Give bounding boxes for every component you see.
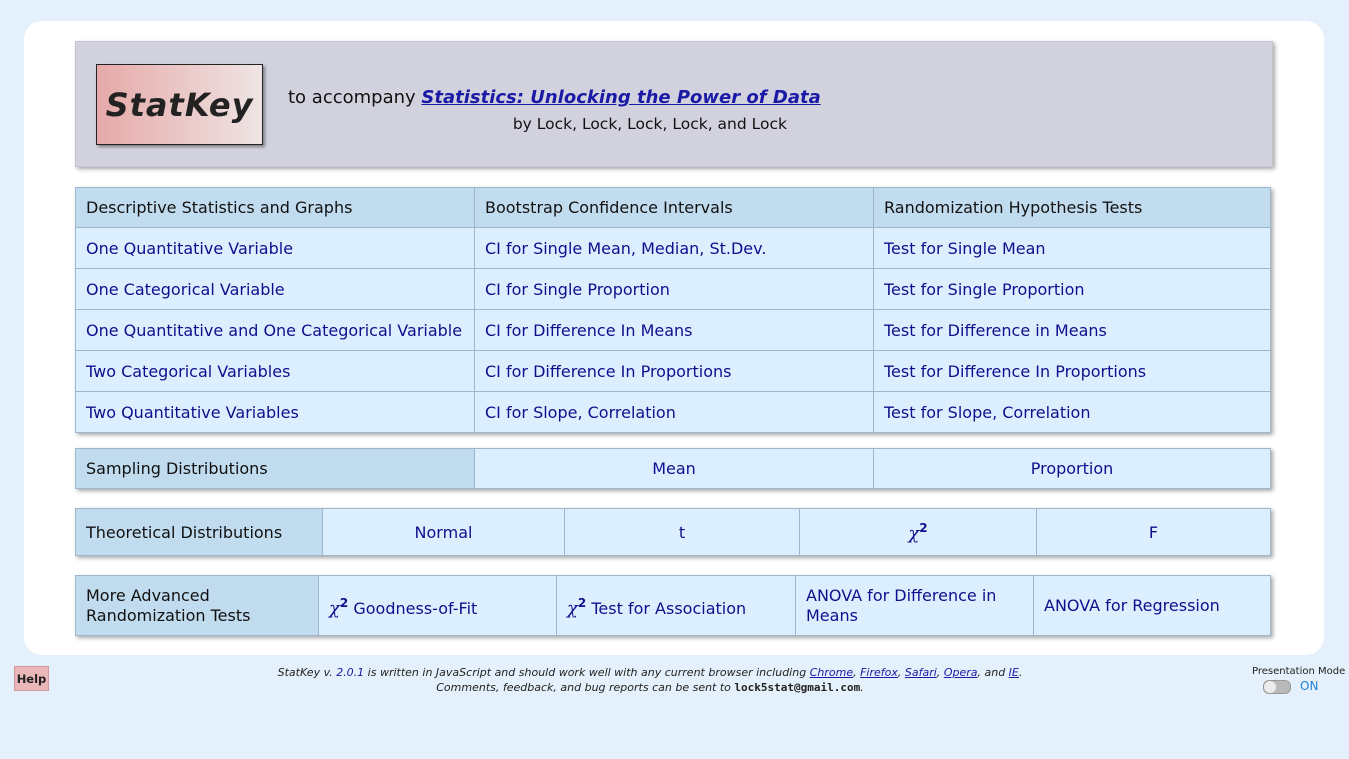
footer-line-contact: Comments, feedback, and bug reports can be sent to lock5stat@gmail.com. — [436, 681, 864, 694]
presentation-mode-toggle[interactable] — [1263, 680, 1291, 694]
link-quant-and-categorical[interactable]: One Quantitative and One Categorical Variable — [76, 310, 475, 351]
descriptive-header: Descriptive Statistics and Graphs — [76, 188, 475, 228]
theoretical-table — [75, 508, 1271, 556]
link-anova-means[interactable]: ANOVA for Difference in Means — [796, 576, 1034, 636]
link-sampling-mean[interactable]: Mean — [475, 449, 874, 489]
chi-symbol: $\chi^2$ — [567, 595, 587, 619]
link-normal[interactable]: Normal — [323, 509, 565, 556]
table-row — [76, 269, 1271, 310]
book-title-link[interactable]: Statistics: Unlocking the Power of Data — [421, 87, 821, 108]
link-two-quantitative[interactable]: Two Quantitative Variables — [76, 392, 475, 433]
link-ci-slope-correlation[interactable]: CI for Slope, Correlation — [475, 392, 874, 433]
advanced-table — [75, 575, 1271, 636]
table-row — [76, 351, 1271, 392]
version-number: 2.0.1 — [336, 666, 365, 679]
link-test-single-proportion[interactable]: Test for Single Proportion — [874, 269, 1271, 310]
main-header-row — [76, 188, 1271, 228]
link-one-quantitative[interactable]: One Quantitative Variable — [76, 228, 475, 269]
theoretical-label: Theoretical Distributions — [76, 509, 323, 556]
link-test-association[interactable]: $\chi^2$ Test for Association — [557, 576, 796, 636]
opera-link[interactable]: Opera — [943, 666, 978, 679]
main-menu-table — [75, 187, 1271, 433]
link-sampling-proportion[interactable]: Proportion — [874, 449, 1271, 489]
safari-link[interactable]: Safari — [904, 666, 937, 679]
firefox-link[interactable]: Firefox — [860, 666, 898, 679]
link-one-categorical[interactable]: One Categorical Variable — [76, 269, 475, 310]
sampling-row — [76, 449, 1271, 489]
link-goodness-of-fit[interactable]: $\chi^2$ Goodness-of-Fit — [319, 576, 557, 636]
table-row — [76, 310, 1271, 351]
accompany-line — [288, 87, 821, 108]
presentation-mode-state: ON — [1300, 679, 1319, 693]
chrome-link[interactable]: Chrome — [809, 666, 854, 679]
chi-symbol: $\chi^2$ — [329, 595, 349, 619]
bootstrap-header: Bootstrap Confidence Intervals — [475, 188, 874, 228]
link-test-difference-proportions[interactable]: Test for Difference In Proportions — [874, 351, 1271, 392]
link-chi-square[interactable] — [800, 509, 1037, 556]
theoretical-row — [76, 509, 1271, 556]
header-banner — [75, 41, 1273, 167]
chi-symbol: $\chi^2$ — [908, 520, 928, 544]
advanced-label: More Advanced Randomization Tests — [76, 576, 319, 636]
link-f[interactable]: F — [1037, 509, 1271, 556]
link-test-single-mean[interactable]: Test for Single Mean — [874, 228, 1271, 269]
presentation-mode-label: Presentation Mode — [1252, 666, 1346, 677]
link-ci-difference-means[interactable]: CI for Difference In Means — [475, 310, 874, 351]
table-row — [76, 392, 1271, 433]
sampling-label: Sampling Distributions — [76, 449, 475, 489]
link-ci-single-mean[interactable]: CI for Single Mean, Median, St.Dev. — [475, 228, 874, 269]
table-row — [76, 228, 1271, 269]
link-ci-single-proportion[interactable]: CI for Single Proportion — [475, 269, 874, 310]
accompany-prefix: to accompany — [288, 87, 422, 108]
link-anova-regression[interactable]: ANOVA for Regression — [1034, 576, 1271, 636]
authors-line: by Lock, Lock, Lock, Lock, and Lock — [512, 115, 787, 133]
ie-link[interactable]: IE — [1008, 666, 1019, 679]
help-button[interactable]: Help — [14, 666, 49, 691]
link-test-slope-correlation[interactable]: Test for Slope, Correlation — [874, 392, 1271, 433]
link-ci-difference-proportions[interactable]: CI for Difference In Proportions — [475, 351, 874, 392]
contact-email: lock5stat@gmail.com — [734, 681, 861, 694]
link-test-difference-means[interactable]: Test for Difference in Means — [874, 310, 1271, 351]
statkey-logo: StatKey — [96, 64, 263, 145]
randomization-header: Randomization Hypothesis Tests — [874, 188, 1271, 228]
sampling-table — [75, 448, 1271, 489]
link-two-categorical[interactable]: Two Categorical Variables — [76, 351, 475, 392]
advanced-row — [76, 576, 1271, 636]
link-t[interactable]: t — [565, 509, 800, 556]
footer-line-browsers: StatKey v. 2.0.1 is written in JavaScript and should work well with any current browser including Chrome, Firefox, Safari, Opera, and IE. — [277, 666, 1023, 679]
toggle-knob — [1264, 681, 1276, 693]
